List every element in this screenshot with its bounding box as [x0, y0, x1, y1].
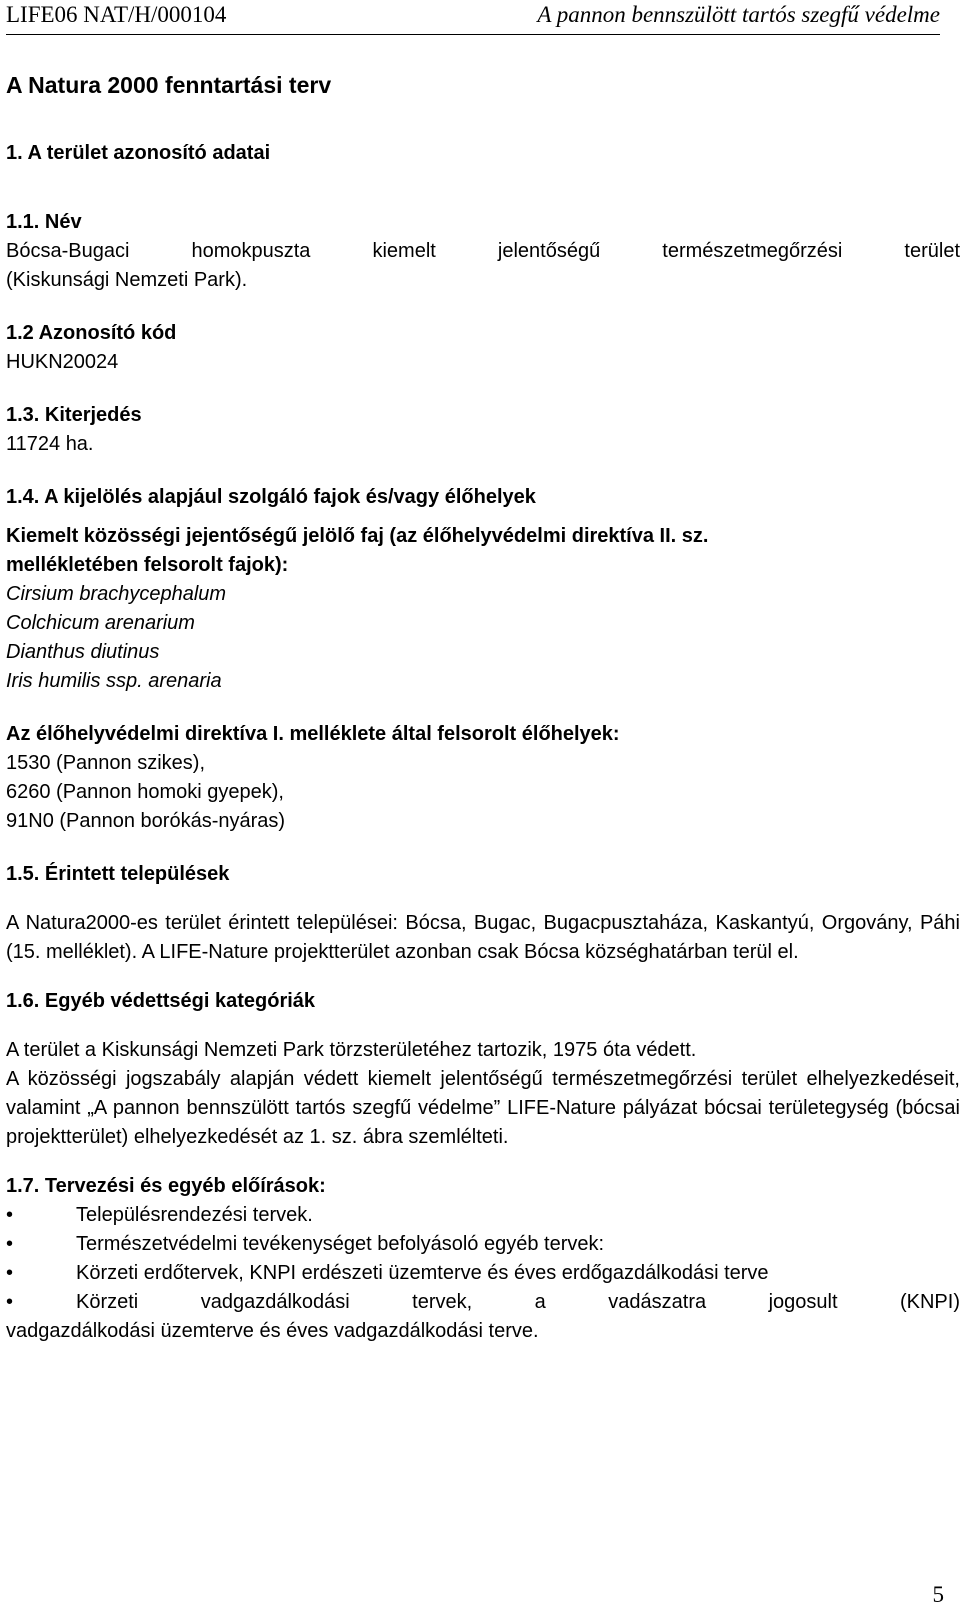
list-item-continuation: vadgazdálkodási üzemterve és éves vadgazdálkodási terve.: [6, 1320, 539, 1342]
bullet-icon: •: [6, 1233, 14, 1255]
list-item-text: Településrendezési tervek.: [76, 1204, 313, 1226]
header-title: A pannon bennszülött tartós szegfű védelme: [537, 2, 940, 27]
bullet-icon: •: [6, 1204, 14, 1226]
list-item: [6, 1259, 960, 1288]
habitat-item: 6260 (Pannon homoki gyepek),: [6, 781, 284, 803]
section-1-5-heading: 1.5. Érintett települések: [6, 863, 230, 885]
species-heading-line-2: mellékletében felsorolt fajok):: [6, 554, 289, 576]
section-1-2-value: HUKN20024: [6, 351, 119, 373]
list-item-text: Körzeti vadgazdálkodási tervek, a vadászatra jogosult (KNPI): [76, 1291, 960, 1313]
section-1-6-text-2: A közösségi jogszabály alapján védett kiemelt jelentőségű természetmegőrzési terület elhelyezkedéseit, valamint „A pannon bennszülött tartós szegfű védelme” LIFE-Nature pályázat bócsai területegység (bócsai projektterület) elhelyezkedését az 1. sz. ábra szemlélteti.: [6, 1068, 960, 1148]
bullet-icon: •: [6, 1291, 14, 1313]
list-item-text: Körzeti erdőtervek, KNPI erdészeti üzemterve és éves erdőgazdálkodási terve: [76, 1262, 769, 1284]
species-item: Dianthus diutinus: [6, 641, 160, 663]
habitat-item: 91N0 (Pannon borókás-nyáras): [6, 810, 286, 832]
section-1-1-text-line-2: (Kiskunsági Nemzeti Park).: [6, 269, 248, 291]
section-1-7-heading: 1.7. Tervezési és egyéb előírások:: [6, 1175, 326, 1197]
section-1-6-text-1: A terület a Kiskunsági Nemzeti Park törzsterületéhez tartozik, 1975 óta védett.: [6, 1039, 697, 1061]
section-1-1-text-line-1: Bócsa-Bugaci homokpuszta kiemelt jelentőségű természetmegőrzési terület: [6, 240, 960, 262]
project-code: LIFE06 NAT/H/000104: [6, 2, 227, 27]
species-item: Colchicum arenarium: [6, 612, 195, 634]
habitat-item: 1530 (Pannon szikes),: [6, 752, 206, 774]
list-item: [6, 1230, 960, 1259]
page-number: 5: [932, 1582, 944, 1607]
list-item: [6, 1201, 960, 1230]
section-1-heading: 1. A terület azonosító adatai: [6, 142, 271, 164]
species-item: Cirsium brachycephalum: [6, 583, 227, 605]
habitats-heading: Az élőhelyvédelmi direktíva I. melléklete által felsorolt élőhelyek:: [6, 723, 620, 745]
page-header: [6, 0, 940, 40]
section-1-3-value: 11724 ha.: [6, 433, 94, 455]
section-1-5-text: A Natura2000-es terület érintett települései: Bócsa, Bugac, Bugacpusztaháza, Kaskantyú, Orgovány, Páhi (15. melléklet). A LIFE-Nature projektterület azonban csak Bócsa községhatárban terül el.: [6, 912, 960, 963]
section-1-1-heading: 1.1. Név: [6, 211, 82, 233]
section-1-4-heading: 1.4. A kijelölés alapjául szolgáló fajok és/vagy élőhelyek: [6, 486, 536, 508]
species-item: Iris humilis ssp. arenaria: [6, 670, 222, 692]
section-1-3-heading: 1.3. Kiterjedés: [6, 404, 142, 426]
section-1-6-heading: 1.6. Egyéb védettségi kategóriák: [6, 990, 316, 1012]
document-title: A Natura 2000 fenntartási terv: [6, 72, 332, 98]
document-body: [6, 68, 960, 1346]
header-rule: [6, 34, 940, 35]
list-item: [6, 1288, 960, 1317]
list-item-text: Természetvédelmi tevékenységet befolyásoló egyéb tervek:: [76, 1233, 605, 1255]
section-1-2-heading: 1.2 Azonosító kód: [6, 322, 177, 344]
bullet-icon: •: [6, 1262, 14, 1284]
species-heading-line-1: Kiemelt közösségi jejentőségű jelölő faj (az élőhelyvédelmi direktíva II. sz.: [6, 525, 709, 547]
